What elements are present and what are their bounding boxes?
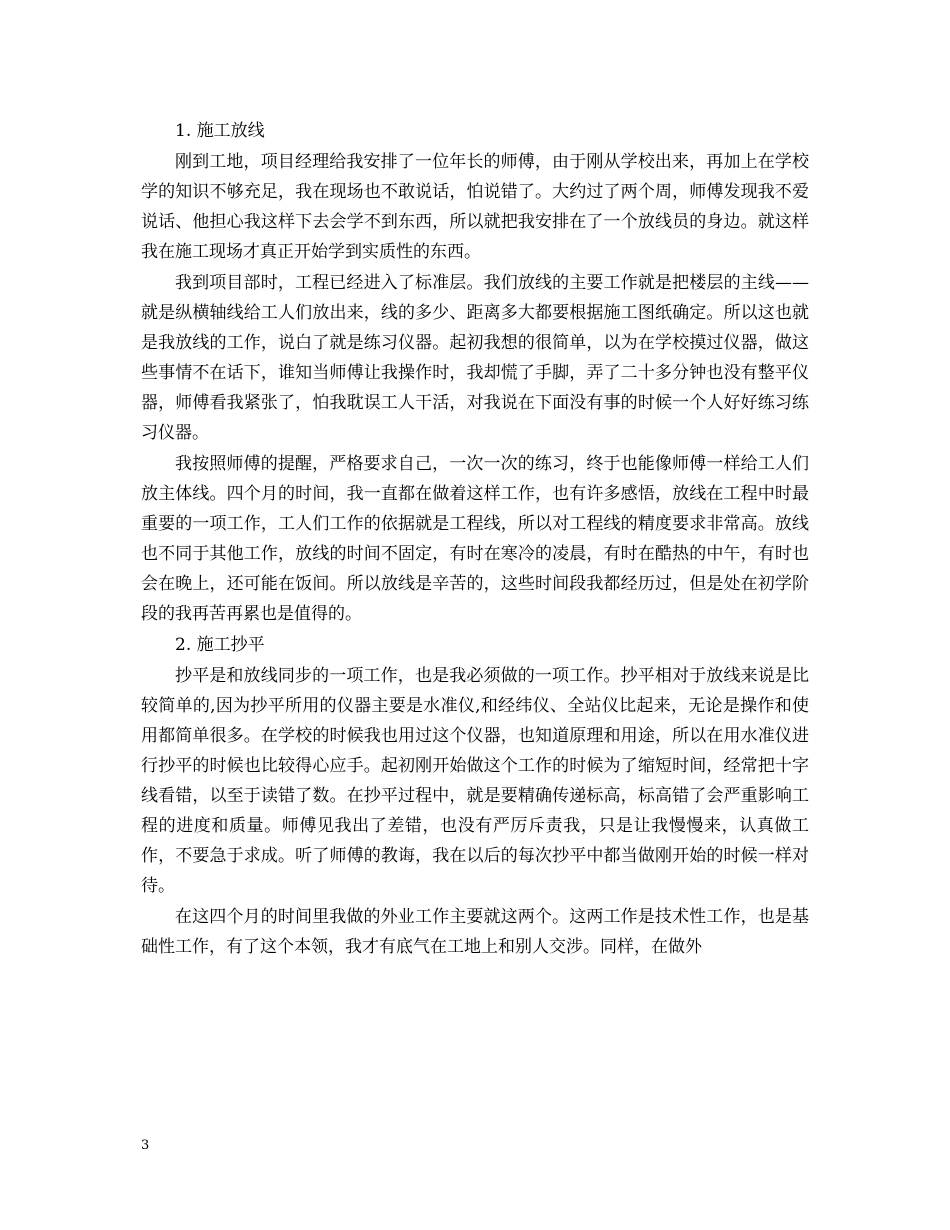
paragraph: 刚到工地，项目经理给我安排了一位年长的师傅，由于刚从学校出来，再加上在学校学的知识不够充足，我在现场也不敢说话，怕说错了。大约过了两个周，师傅发现我不爱说话、他担心我这样下去会学不到东西，所以就把我安排在了一个放线员的身边。就这样我在施工现场才真正开始学到实质性的东西。 bbox=[141, 152, 809, 262]
page-number: 3 bbox=[141, 1138, 150, 1153]
document-body bbox=[141, 116, 809, 963]
paragraph: 抄平是和放线同步的一项工作，也是我必须做的一项工作。抄平相对于放线来说是比较简单的,因为抄平所用的仪器主要是水准仪,和经纬仪、全站仪比起来，无论是操作和使用都简单很多。在学校的时候我也用过这个仪器，也知道原理和用途，所以在用水准仪进行抄平的时候也比较得心应手。起初刚开始做这个工作的时候为了缩短时间，经常把十字线看错，以至于读错了数。在抄平过程中，就是要精确传递标高，标高错了会严重影响工程的进度和质量。师傅见我出了差错，也没有严厉斥责我，只是让我慢慢来，认真做工作，不要急于求成。听了师傅的教诲，我在以后的每次抄平中都当做刚开始的时候一样对待。 bbox=[141, 666, 809, 896]
paragraph: 我按照师傅的提醒，严格要求自己，一次一次的练习，终于也能像师傅一样给工人们放主体线。四个月的时间，我一直都在做着这样工作，也有许多感悟，放线在工程中时最重要的一项工作，工人们工作的依据就是工程线，所以对工程线的精度要求非常高。放线也不同于其他工作，放线的时间不固定，有时在寒冷的凌晨，有时在酷热的中午，有时也会在晚上，还可能在饭间。所以放线是辛苦的，这些时间段我都经历过，但是处在初学阶段的我再苦再累也是值得的。 bbox=[141, 454, 809, 624]
section-heading-2: 2. 施工抄平 bbox=[175, 635, 265, 655]
paragraph: 在这四个月的时间里我做的外业工作主要就这两个。这两工作是技术性工作，也是基础性工作，有了这个本领，我才有底气在工地上和别人交涉。同样，在做外 bbox=[141, 907, 809, 957]
paragraph: 我到项目部时，工程已经进入了标准层。我们放线的主要工作就是把楼层的主线——就是纵横轴线给工人们放出来，线的多少、距离多大都要根据施工图纸确定。所以这也就是我放线的工作，说白了就是练习仪器。起初我想的很简单，以为在学校摸过仪器，做这些事情不在话下，谁知当师傅让我操作时，我却慌了手脚，弄了二十多分钟也没有整平仪器，师傅看我紧张了，怕我耽误工人干活，对我说在下面没有事的时候一个人好好练习练习仪器。 bbox=[141, 273, 809, 443]
section-heading-1: 1. 施工放线 bbox=[175, 121, 265, 141]
